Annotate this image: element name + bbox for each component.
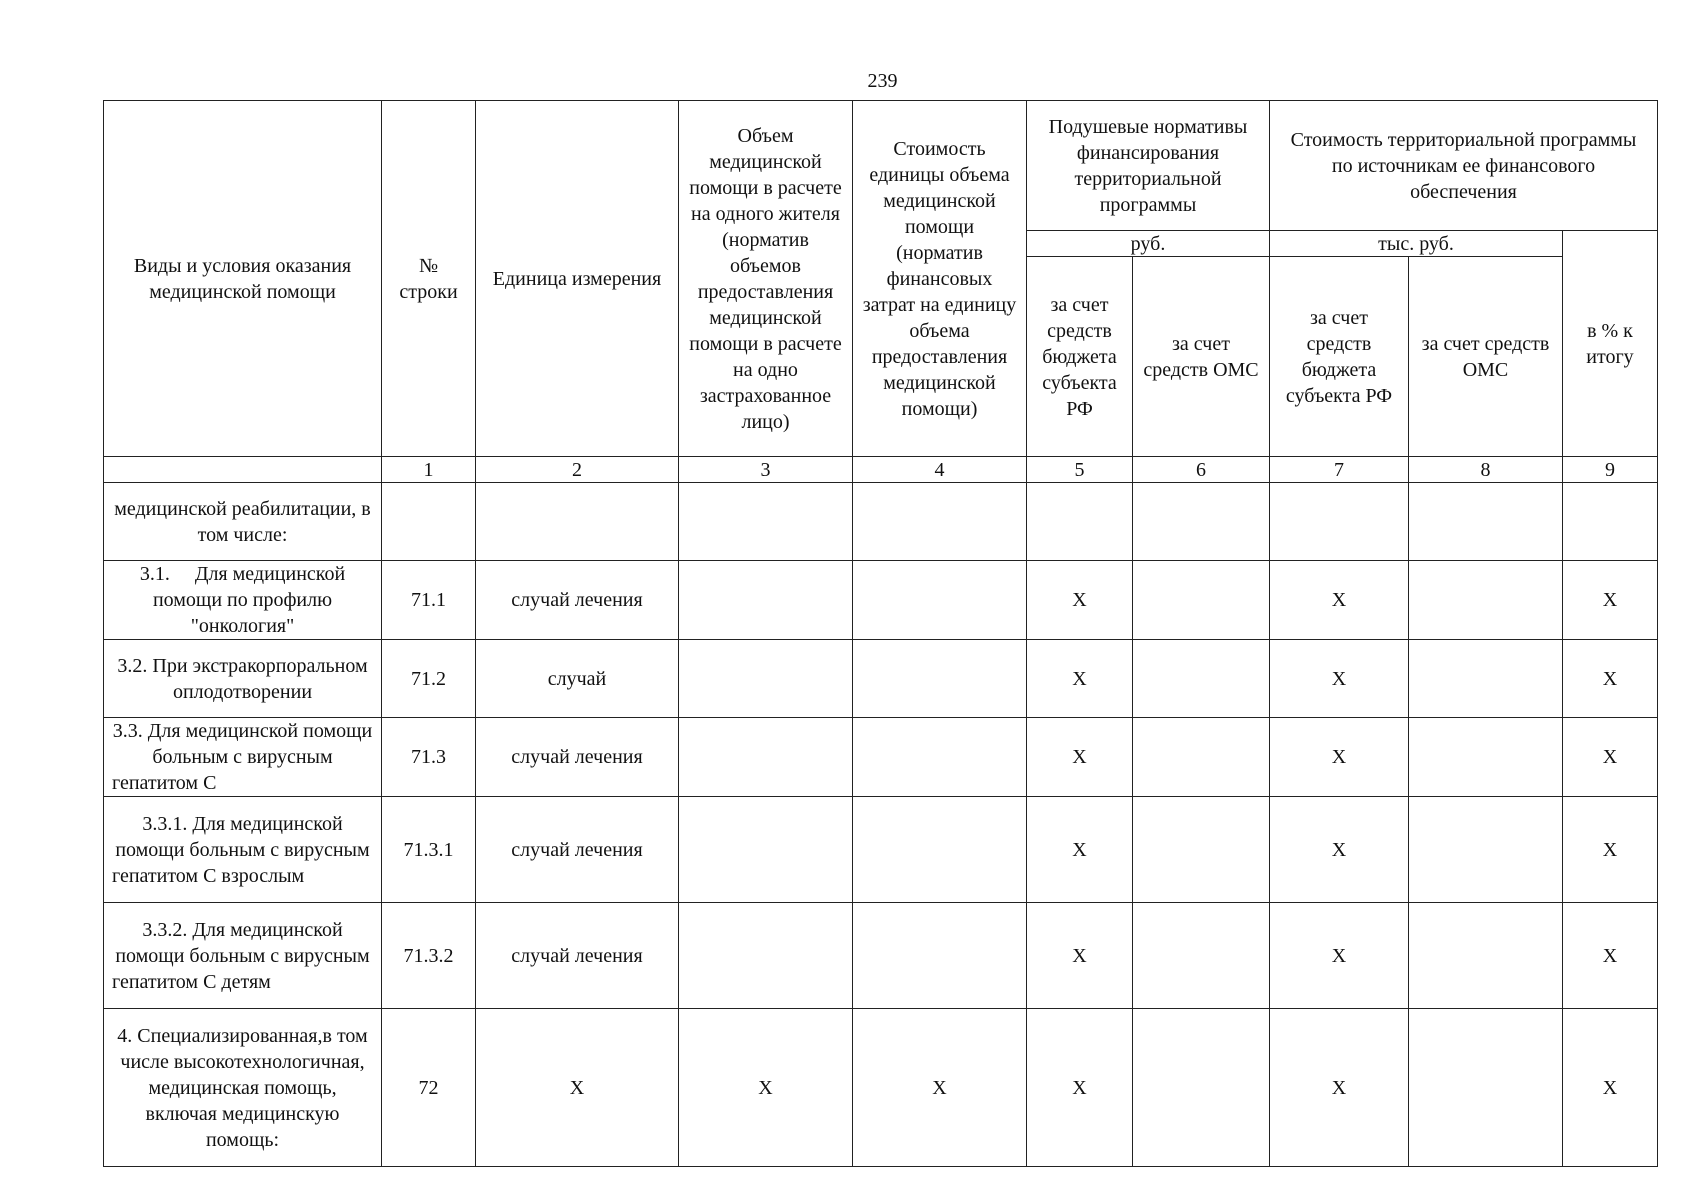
row-col6 xyxy=(1133,483,1270,561)
row-name: 3.3.1. Для медицинской помощи больным с вирусным гепатитом С взрослым xyxy=(104,797,382,903)
row-col7: X xyxy=(1270,797,1409,903)
row-number xyxy=(382,483,476,561)
row-col4 xyxy=(853,561,1027,640)
header-col-unit: Единица измерения xyxy=(476,101,679,457)
row-col6 xyxy=(1133,1009,1270,1167)
header-col-cost-unit: Стоимость единицы объема медицинской помощи (норматив финансовых затрат на единицу объема предоставления медицинской помощи) xyxy=(853,101,1027,457)
header-group-program-cost: Стоимость территориальной программы по источникам ее финансового обеспечения xyxy=(1270,101,1658,231)
table-row xyxy=(104,718,1658,797)
row-name: 3.1. Для медицинской помощи по профилю "онкология" xyxy=(104,561,382,640)
header-col-type: Виды и условия оказания медицинской помощи xyxy=(104,101,382,457)
column-numbers-row xyxy=(104,457,1658,483)
row-unit xyxy=(476,483,679,561)
row-number: 71.1 xyxy=(382,561,476,640)
column-number: 4 xyxy=(853,457,1027,483)
financing-table xyxy=(103,100,1658,1167)
table-row xyxy=(104,561,1658,640)
header-col-row-no: № строки xyxy=(382,101,476,457)
row-col4 xyxy=(853,718,1027,797)
row-col3 xyxy=(679,561,853,640)
table-row xyxy=(104,640,1658,718)
row-name: 3.2. При экстракорпоральном оплодотворении xyxy=(104,640,382,718)
header-col8: за счет средств ОМС xyxy=(1409,257,1563,457)
row-col6 xyxy=(1133,903,1270,1009)
row-col4 xyxy=(853,640,1027,718)
row-col3 xyxy=(679,903,853,1009)
table-row xyxy=(104,797,1658,903)
row-col7: X xyxy=(1270,1009,1409,1167)
column-number: 5 xyxy=(1027,457,1133,483)
row-unit: случай лечения xyxy=(476,561,679,640)
column-number: 7 xyxy=(1270,457,1409,483)
row-col4: X xyxy=(853,1009,1027,1167)
row-col8 xyxy=(1409,1009,1563,1167)
row-col5: X xyxy=(1027,561,1133,640)
row-col6 xyxy=(1133,797,1270,903)
column-number: 2 xyxy=(476,457,679,483)
row-col4 xyxy=(853,483,1027,561)
page-number: 239 xyxy=(867,70,898,92)
row-col8 xyxy=(1409,718,1563,797)
row-col9: X xyxy=(1563,561,1658,640)
row-col7 xyxy=(1270,483,1409,561)
column-number xyxy=(104,457,382,483)
row-name: 3.3. Для медицинской помощи больным с вирусным гепатитом С xyxy=(104,718,382,797)
column-number: 8 xyxy=(1409,457,1563,483)
row-number: 71.3.2 xyxy=(382,903,476,1009)
row-number: 71.2 xyxy=(382,640,476,718)
row-unit: X xyxy=(476,1009,679,1167)
row-col6 xyxy=(1133,640,1270,718)
row-col8 xyxy=(1409,903,1563,1009)
header-group-per-capita: Подушевые нормативы финансирования территориальной программы xyxy=(1027,101,1270,231)
column-number: 6 xyxy=(1133,457,1270,483)
header-col-volume: Объем медицинской помощи в расчете на одного жителя (норматив объемов предоставления медицинской помощи в расчете на одно застрахованное лицо) xyxy=(679,101,853,457)
row-col6 xyxy=(1133,561,1270,640)
table-row xyxy=(104,483,1658,561)
row-col9: X xyxy=(1563,903,1658,1009)
row-col9: X xyxy=(1563,797,1658,903)
row-col5: X xyxy=(1027,718,1133,797)
header-unit-thousand-rub: тыс. руб. xyxy=(1270,231,1563,257)
row-number: 72 xyxy=(382,1009,476,1167)
row-number: 71.3.1 xyxy=(382,797,476,903)
row-col5: X xyxy=(1027,903,1133,1009)
row-col9 xyxy=(1563,483,1658,561)
row-col8 xyxy=(1409,483,1563,561)
row-col4 xyxy=(853,797,1027,903)
header-unit-rub: руб. xyxy=(1027,231,1270,257)
row-col3 xyxy=(679,483,853,561)
row-col7: X xyxy=(1270,640,1409,718)
row-col3 xyxy=(679,640,853,718)
row-unit: случай лечения xyxy=(476,903,679,1009)
row-col3: X xyxy=(679,1009,853,1167)
row-col3 xyxy=(679,718,853,797)
row-unit: случай лечения xyxy=(476,797,679,903)
header-col7: за счет средств бюджета субъекта РФ xyxy=(1270,257,1409,457)
row-col4 xyxy=(853,903,1027,1009)
row-col5: X xyxy=(1027,797,1133,903)
row-col5: X xyxy=(1027,640,1133,718)
table-row xyxy=(104,1009,1658,1167)
row-col9: X xyxy=(1563,640,1658,718)
row-col8 xyxy=(1409,561,1563,640)
header-col9: в % к итогу xyxy=(1563,231,1658,457)
row-col9: X xyxy=(1563,718,1658,797)
row-name: 4. Специализированная,в том числе высокотехнологичная, медицинская помощь, включая медицинскую помощь: xyxy=(104,1009,382,1167)
row-col5: X xyxy=(1027,1009,1133,1167)
row-col5 xyxy=(1027,483,1133,561)
row-unit: случай xyxy=(476,640,679,718)
header-col6: за счет средств ОМС xyxy=(1133,257,1270,457)
row-col8 xyxy=(1409,640,1563,718)
row-col3 xyxy=(679,797,853,903)
row-col8 xyxy=(1409,797,1563,903)
table-row xyxy=(104,903,1658,1009)
row-col7: X xyxy=(1270,561,1409,640)
row-col7: X xyxy=(1270,903,1409,1009)
header-col5: за счет средств бюджета субъекта РФ xyxy=(1027,257,1133,457)
row-col9: X xyxy=(1563,1009,1658,1167)
row-col6 xyxy=(1133,718,1270,797)
row-number: 71.3 xyxy=(382,718,476,797)
column-number: 3 xyxy=(679,457,853,483)
column-number: 9 xyxy=(1563,457,1658,483)
row-unit: случай лечения xyxy=(476,718,679,797)
row-name: медицинской реабилитации, в том числе: xyxy=(104,483,382,561)
column-number: 1 xyxy=(382,457,476,483)
row-col7: X xyxy=(1270,718,1409,797)
row-name: 3.3.2. Для медицинской помощи больным с вирусным гепатитом С детям xyxy=(104,903,382,1009)
